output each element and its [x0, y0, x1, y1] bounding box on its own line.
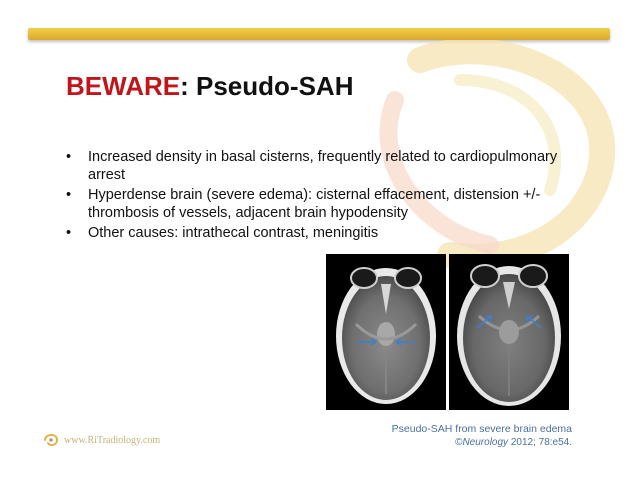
- figure-caption: [392, 422, 572, 450]
- footer-logo[interactable]: [42, 430, 160, 450]
- bullet-marker: •: [66, 225, 72, 241]
- bullet-item: [66, 187, 596, 222]
- bullet-text: Other causes: intrathecal contrast, meningitis: [88, 225, 379, 241]
- bullet-list: [66, 149, 596, 246]
- ct-scan-left: [326, 254, 446, 410]
- bullet-marker: •: [66, 149, 72, 165]
- caption-text: Pseudo-SAH from severe brain edema: [391, 423, 572, 435]
- title-rest: : Pseudo-SAH: [180, 71, 354, 101]
- bullet-text: Hyperdense brain (severe edema): cisternal effacement, distension +/- thrombosis of vessels, adjacent brain hypodensity: [88, 187, 541, 221]
- bullet-item: [66, 225, 596, 243]
- citation-journal: Neurology: [462, 437, 509, 448]
- bullet-marker: •: [66, 187, 72, 203]
- citation: [392, 436, 572, 450]
- bullet-item: [66, 149, 596, 184]
- ct-scan-right: [449, 254, 569, 410]
- logo-text: www.RiTradiology.com: [64, 434, 161, 446]
- bullet-text: Increased density in basal cisterns, frequently related to cardiopulmonary arrest: [88, 149, 558, 183]
- citation-prefix: ©: [455, 437, 463, 448]
- citation-rest: 2012; 78:e54.: [508, 437, 572, 448]
- slide-title: [66, 71, 353, 102]
- top-gold-bar: [28, 28, 610, 40]
- title-accent: BEWARE: [66, 71, 181, 101]
- swirl-logo-icon: [42, 431, 60, 449]
